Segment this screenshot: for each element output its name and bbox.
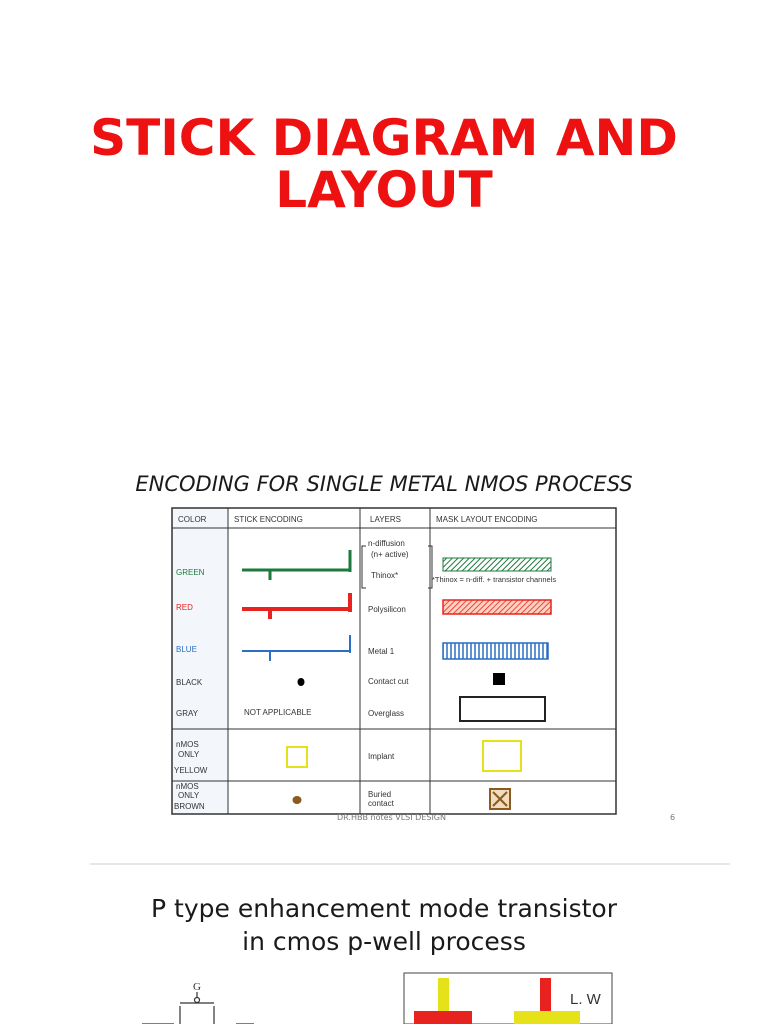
stick-yellow-box bbox=[287, 747, 307, 767]
slide-page-number: 6 bbox=[670, 813, 676, 822]
slide-separator bbox=[90, 863, 730, 865]
layer-green-3: Thinox* bbox=[371, 571, 399, 580]
stick-brown-dot bbox=[293, 796, 302, 804]
encoding-table bbox=[170, 506, 618, 816]
mask-note-green: *Thinox = n-diff. + transistor channels bbox=[432, 575, 557, 584]
transistor-symbol bbox=[142, 981, 254, 1024]
header-stick-encoding: STICK ENCODING bbox=[234, 515, 303, 524]
color-label-yellow-2: ONLY bbox=[178, 750, 200, 759]
layer-gray: Overglass bbox=[368, 709, 405, 718]
color-label-brown-3: BROWN bbox=[174, 802, 205, 811]
color-label-gray: GRAY bbox=[176, 709, 199, 718]
mask-black bbox=[493, 673, 505, 685]
color-label-yellow-3: YELLOW bbox=[174, 766, 208, 775]
layer-green-1: n-diffusion bbox=[368, 539, 405, 548]
layer-black: Contact cut bbox=[368, 677, 409, 686]
mask-blue bbox=[443, 643, 548, 659]
color-label-yellow-1: nMOS bbox=[176, 740, 199, 749]
mask-brown bbox=[490, 789, 510, 809]
lw-label: L. W bbox=[570, 991, 601, 1008]
header-layers: LAYERS bbox=[370, 515, 401, 524]
color-label-red: RED bbox=[176, 603, 193, 612]
transistor-diagram-fragment bbox=[0, 970, 768, 1024]
layer-brown-2: contact bbox=[368, 799, 394, 808]
color-label-brown-1: nMOS bbox=[176, 782, 199, 791]
color-label-brown-2: ONLY bbox=[178, 791, 200, 800]
stick-not-applicable: NOT APPLICABLE bbox=[244, 708, 312, 717]
layer-red: Polysilicon bbox=[368, 605, 406, 614]
mask-gray bbox=[460, 697, 545, 721]
mask-red bbox=[443, 600, 551, 614]
gate-label: G bbox=[193, 981, 201, 993]
layer-brown-1: Buried bbox=[368, 790, 392, 799]
header-mask-layout: MASK LAYOUT ENCODING bbox=[436, 515, 538, 524]
mask-yellow bbox=[483, 741, 521, 771]
layer-yellow: Implant bbox=[368, 752, 395, 761]
slide-title-line2: LAYOUT bbox=[275, 161, 493, 219]
slide-footer: DR.HBB notes VLSI DESIGN bbox=[337, 813, 446, 822]
color-label-blue: BLUE bbox=[176, 645, 197, 654]
slide-title bbox=[0, 109, 768, 219]
color-label-green: GREEN bbox=[176, 568, 205, 577]
transistor-title-line2: in cmos p-well process bbox=[242, 927, 526, 956]
layer-blue: Metal 1 bbox=[368, 647, 395, 656]
transistor-title-line1: P type enhancement mode transistor bbox=[151, 894, 617, 923]
stick-black-dot bbox=[298, 678, 305, 686]
encoding-subtitle: ENCODING FOR SINGLE METAL NMOS PROCESS bbox=[135, 472, 633, 496]
layer-green-2: (n+ active) bbox=[371, 550, 409, 559]
slide-title-line1: STICK DIAGRAM AND bbox=[90, 109, 678, 167]
header-color: COLOR bbox=[178, 515, 207, 524]
mask-green bbox=[443, 558, 551, 571]
layout-cross-1 bbox=[414, 978, 472, 1024]
transistor-slide-title bbox=[0, 892, 768, 958]
color-label-black: BLACK bbox=[176, 678, 203, 687]
